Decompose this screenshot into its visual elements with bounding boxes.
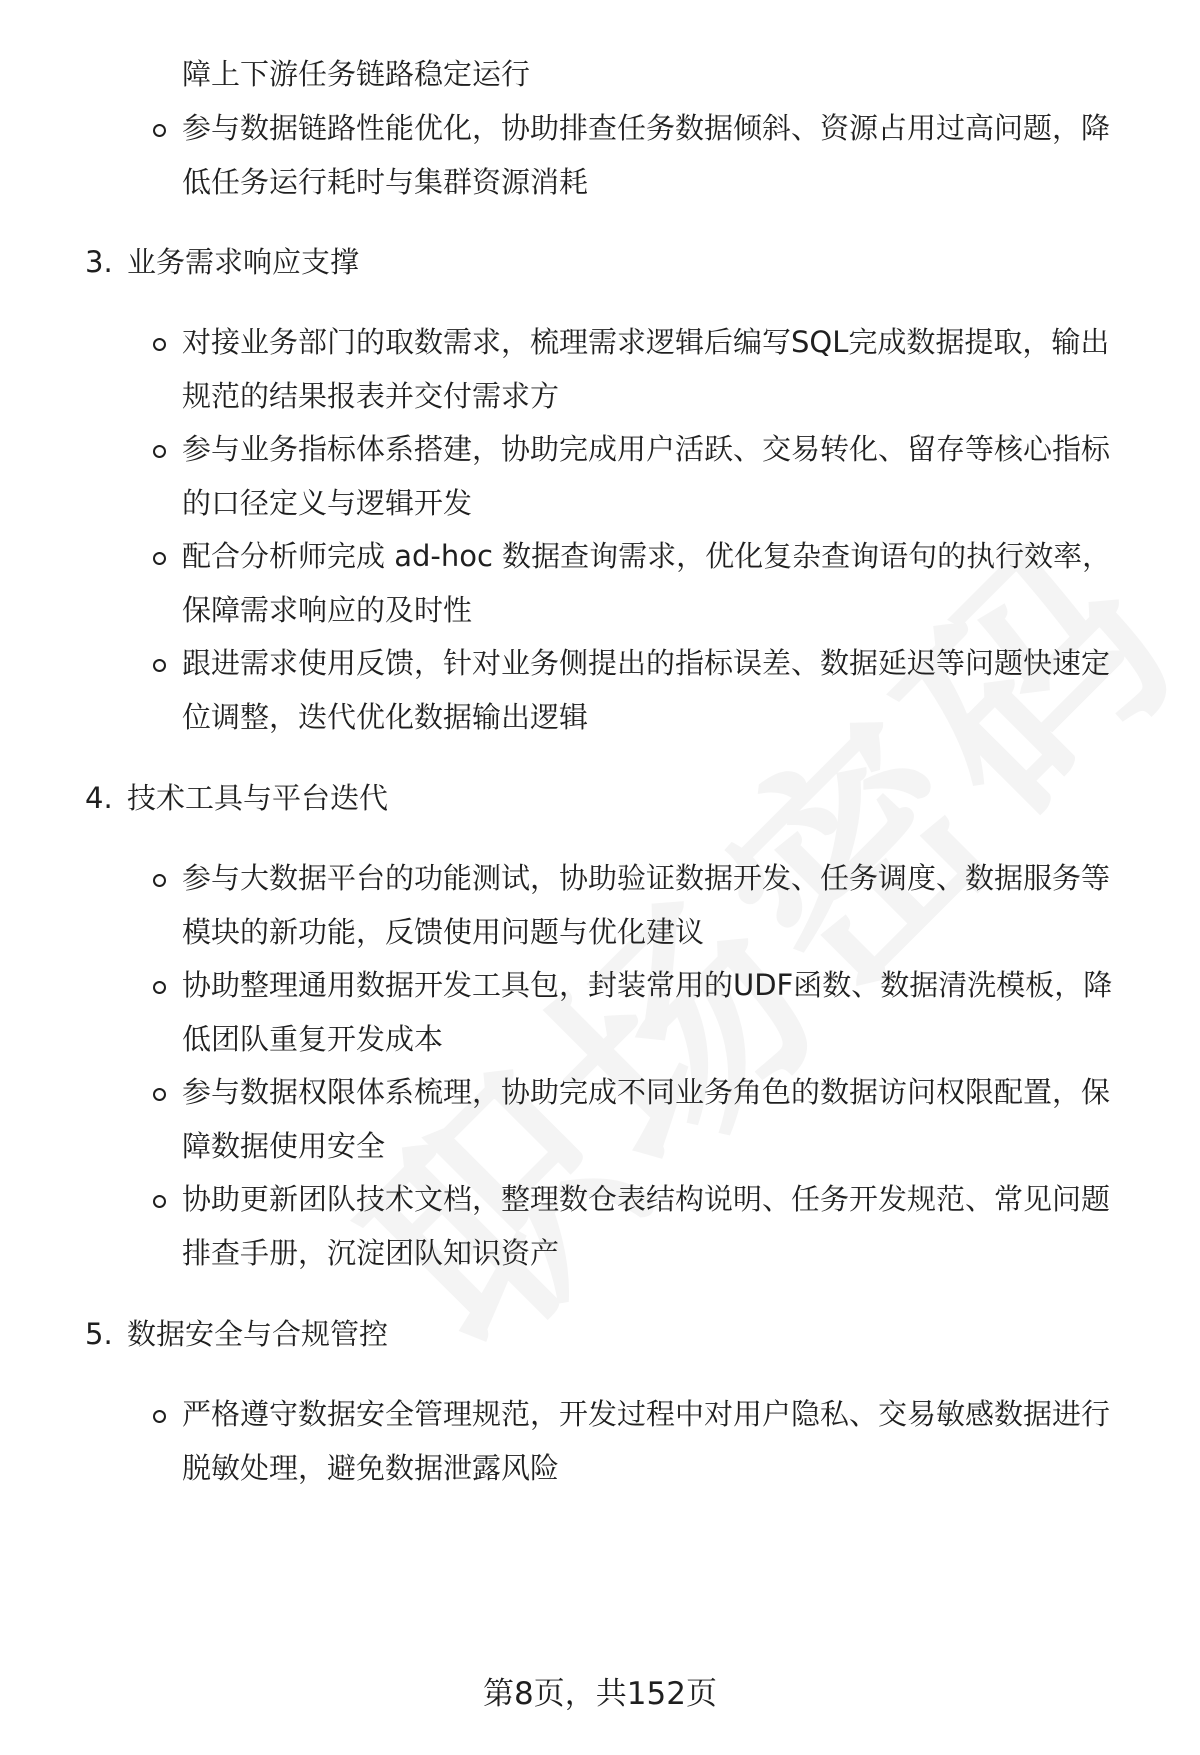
section-title: 技术工具与平台迭代 xyxy=(127,781,389,815)
list-item-line-1: 严格遵守数据安全管理规范，开发过程中对用户隐私、交易敏感数据进行 xyxy=(182,1397,1111,1431)
list-item-line-2: 障数据使用安全 xyxy=(182,1129,386,1163)
page-number: 第8页，共152页 xyxy=(483,1676,717,1712)
list-item-line-2: 低任务运行耗时与集群资源消耗 xyxy=(182,165,589,199)
list-item-line-1: 参与大数据平台的功能测试，协助验证数据开发、任务调度、数据服务等 xyxy=(182,861,1111,895)
list-item-line-1: 参与数据权限体系梳理，协助完成不同业务角色的数据访问权限配置，保 xyxy=(182,1075,1111,1109)
section-number: 3. xyxy=(85,245,113,279)
bullet-circle-icon xyxy=(153,552,166,565)
bullet-circle-icon xyxy=(153,981,166,994)
list-item-line-2: 保障需求响应的及时性 xyxy=(182,593,473,627)
bullet-circle-icon xyxy=(153,874,166,887)
bullet-circle-icon xyxy=(153,1195,166,1208)
bullet-circle-icon xyxy=(153,1088,166,1101)
continuation-text: 障上下游任务链路稳定运行 xyxy=(182,57,531,91)
bullet-circle-icon xyxy=(153,659,166,672)
list-item-line-2: 位调整，迭代优化数据输出逻辑 xyxy=(182,700,589,734)
list-item-line-1: 协助整理通用数据开发工具包，封装常用的UDF函数、数据清洗模板，降 xyxy=(182,968,1113,1002)
bullet-circle-icon xyxy=(153,1410,166,1423)
list-item-line-1: 参与业务指标体系搭建，协助完成用户活跃、交易转化、留存等核心指标 xyxy=(182,432,1111,466)
list-item-line-2: 模块的新功能，反馈使用问题与优化建议 xyxy=(182,915,705,949)
section-number: 4. xyxy=(85,781,113,815)
bullet-circle-icon xyxy=(153,338,166,351)
section-title: 数据安全与合规管控 xyxy=(127,1317,389,1351)
bullet-circle-icon xyxy=(153,124,166,137)
list-item-line-1: 跟进需求使用反馈，针对业务侧提出的指标误差、数据延迟等问题快速定 xyxy=(182,646,1111,680)
section-heading xyxy=(85,232,359,292)
section-number: 5. xyxy=(85,1317,113,1351)
list-item-line-2: 脱敏处理，避免数据泄露风险 xyxy=(182,1451,560,1485)
list-item-line-1: 对接业务部门的取数需求，梳理需求逻辑后编写SQL完成数据提取，输出 xyxy=(182,325,1110,359)
list-item-line-2: 低团队重复开发成本 xyxy=(182,1022,444,1056)
list-item-line-2: 排查手册，沉淀团队知识资产 xyxy=(182,1236,560,1270)
bullet-circle-icon xyxy=(153,445,166,458)
list-item-line-2: 规范的结果报表并交付需求方 xyxy=(182,379,560,413)
list-item-line-1: 配合分析师完成 ad-hoc 数据查询需求，优化复杂查询语句的执行效率， xyxy=(182,539,1112,573)
section-heading xyxy=(85,1304,388,1364)
list-item-line-1: 协助更新团队技术文档，整理数仓表结构说明、任务开发规范、常见问题 xyxy=(182,1182,1111,1216)
list-item-line-1: 参与数据链路性能优化，协助排查任务数据倾斜、资源占用过高问题，降 xyxy=(182,111,1111,145)
section-heading xyxy=(85,768,388,828)
section-title: 业务需求响应支撑 xyxy=(127,245,360,279)
list-item-line-2: 的口径定义与逻辑开发 xyxy=(182,486,473,520)
